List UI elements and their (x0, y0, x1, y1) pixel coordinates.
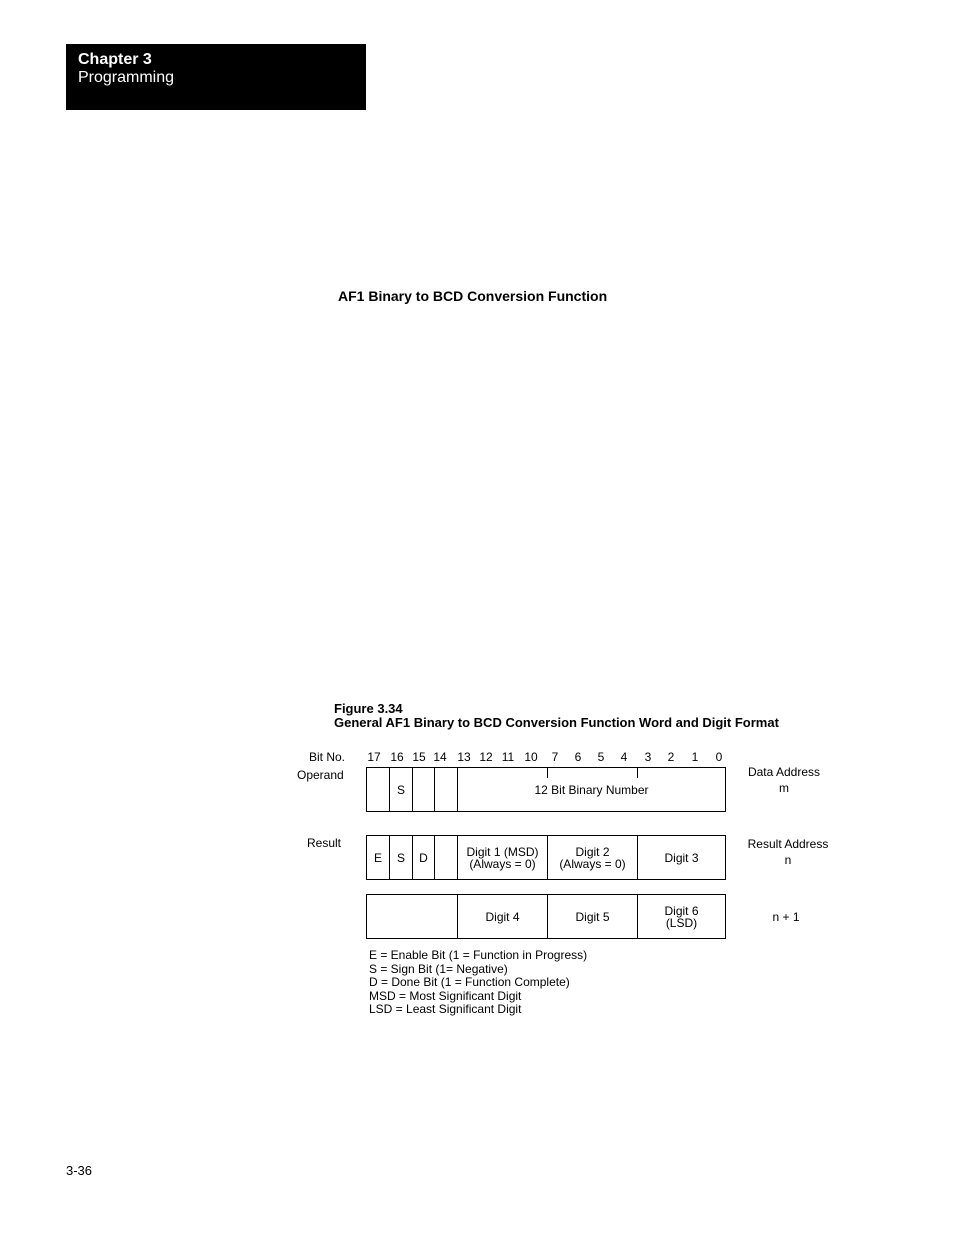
result-address-label (744, 836, 832, 868)
section-heading: AF1 Binary to BCD Conversion Function (338, 288, 608, 304)
figure-title: General AF1 Binary to BCD Conversion Function Word and Digit Format (334, 715, 779, 730)
bit-number: 10 (524, 750, 538, 764)
bit-number: 6 (574, 750, 582, 764)
sign-bit-cell: S (389, 836, 412, 879)
bit-number: 5 (597, 750, 605, 764)
bit-no-label: Bit No. (309, 750, 346, 764)
bit-number: 7 (551, 750, 559, 764)
result-address-title: Result Address (747, 837, 829, 851)
operand-word (366, 767, 726, 812)
result2-unused-cell (367, 895, 457, 938)
chapter-title: Programming (78, 69, 175, 86)
operand-cell-bit15 (412, 768, 434, 811)
chapter-header (66, 44, 366, 110)
legend-item: D = Done Bit (1 = Function Complete) (369, 975, 570, 989)
digit-divider-tick (547, 768, 548, 778)
bit-number: 3 (644, 750, 652, 764)
bit-number: 1 (691, 750, 699, 764)
data-address-var: m (779, 781, 789, 795)
binary-number-cell: 12 Bit Binary Number (457, 768, 725, 811)
chapter-number: Chapter 3 (78, 51, 152, 68)
result-label: Result (307, 836, 342, 850)
result-word-1 (366, 835, 726, 880)
digit-3-cell: Digit 3 (637, 836, 725, 879)
operand-cell-bit14 (434, 768, 457, 811)
bit-number: 17 (367, 750, 381, 764)
legend-item: S = Sign Bit (1= Negative) (369, 961, 508, 976)
digit-divider-tick (637, 768, 638, 778)
operand-cell-bit17 (367, 768, 389, 811)
result-address-var: n (784, 853, 792, 867)
bit-number: 4 (620, 750, 628, 764)
bit-number: 15 (412, 750, 426, 764)
bit-number: 13 (457, 750, 471, 764)
digit-1-cell: Digit 1 (MSD) (Always = 0) (457, 836, 547, 879)
operand-cell-sign: S (389, 768, 412, 811)
figure-legend (369, 949, 587, 1017)
operand-label: Operand (297, 768, 344, 782)
page-number: 3-36 (66, 1163, 93, 1178)
result-cell-bit14 (434, 836, 457, 879)
figure-number: Figure 3.34 (334, 701, 403, 716)
digit-2-cell: Digit 2 (Always = 0) (547, 836, 637, 879)
digit-5-cell: Digit 5 (547, 895, 637, 938)
bit-number: 12 (479, 750, 493, 764)
legend-item: E = Enable Bit (1 = Function in Progress) (369, 948, 588, 962)
digit-4-cell: Digit 4 (457, 895, 547, 938)
enable-bit-cell: E (373, 850, 382, 865)
bit-number: 14 (433, 750, 447, 764)
n-plus-1-label: n + 1 (772, 910, 800, 924)
bit-number: 0 (715, 750, 723, 764)
bit-number: 11 (501, 750, 515, 764)
digit-6-cell: Digit 6 (LSD) (637, 895, 725, 938)
data-address-title: Data Address (747, 765, 821, 779)
data-address-label (744, 764, 824, 796)
bit-number: 16 (390, 750, 404, 764)
bit-number: 2 (667, 750, 675, 764)
legend-item: MSD = Most Significant Digit (369, 988, 522, 1003)
legend-item: LSD = Least Significant Digit (369, 1002, 522, 1016)
done-bit-cell: D (412, 836, 434, 879)
result-word-2 (366, 894, 726, 939)
